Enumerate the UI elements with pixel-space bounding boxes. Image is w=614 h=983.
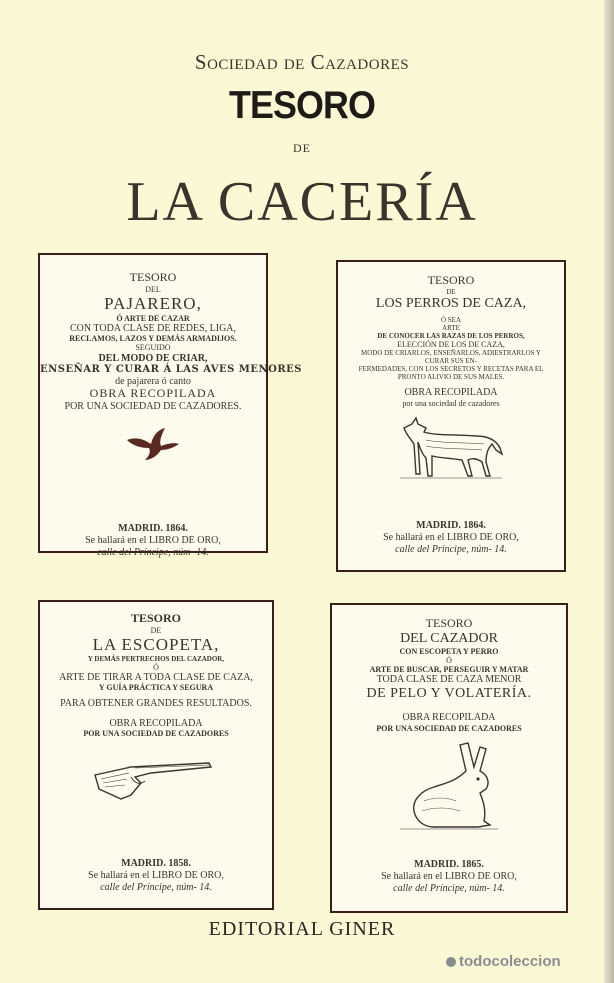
- main-title-caceria: LA CACERÍA: [126, 171, 478, 233]
- card-text-line: CON TODA CLASE DE REDES, LIGA,: [69, 322, 237, 334]
- hare-icon: [394, 741, 504, 831]
- card-cazador: [330, 603, 568, 913]
- watermark-text: todocoleccion: [459, 953, 561, 970]
- main-title-de: DE: [293, 141, 311, 155]
- publisher-name: EDITORIAL GINER: [208, 918, 396, 940]
- card-title-line: TESORO: [425, 616, 473, 630]
- card-text-line: Ó: [153, 662, 159, 672]
- watermark-icon: [446, 957, 456, 967]
- card-text-line: ENSEÑAR Y CURAR Á LAS AVES MENORES: [40, 364, 303, 376]
- card-imprint-shop: Se hallará en el LIBRO DE ORO,: [85, 535, 221, 546]
- card-subject: DEL CAZADOR: [400, 630, 498, 646]
- card-escopeta: [38, 600, 274, 910]
- card-text-line: Y DEMÁS PERTRECHOS DEL CAZADOR,: [87, 654, 225, 663]
- card-imprint-address: calle del Príncipe, núm- 14.: [97, 547, 209, 558]
- card-subject: PAJARERO,: [104, 293, 202, 313]
- card-text-line: FERMEDADES, CON LOS SECRETOS Y RECETAS PARA EL: [358, 365, 544, 374]
- card-text-line: Y GUÍA PRÁCTICA Y SEGURA: [98, 683, 214, 693]
- card-text-line: POR UNA SOCIEDAD DE CAZADORES.: [64, 400, 242, 412]
- card-text-line: TODA CLASE DE CAZA MENOR: [376, 674, 522, 686]
- card-text-line: DE CONOCER LAS RAZAS DE LOS PERROS,: [377, 332, 525, 341]
- card-text-line: ARTE DE BUSCAR, PERSEGUIR Y MATAR: [369, 665, 529, 675]
- card-title-line: TESORO: [427, 273, 475, 287]
- card-imprint-shop: Se hallará en el LIBRO DE ORO,: [88, 870, 224, 881]
- card-imprint-address: calle del Príncipe, núm- 14.: [100, 882, 212, 893]
- card-imprint-city: MADRID. 1864.: [416, 520, 486, 531]
- card-text-line: ARTE: [442, 323, 460, 332]
- card-text-line: DEL MODO DE CRIAR,: [98, 352, 208, 364]
- bird-icon: [123, 426, 183, 462]
- card-imprint-address: calle del Príncipe, núm- 14.: [393, 883, 505, 894]
- card-text-line: OBRA RECOPILADA: [404, 387, 498, 399]
- card-text-line: POR UNA SOCIEDAD DE CAZADORES: [83, 729, 229, 739]
- card-text-line: CON ESCOPETA Y PERRO: [399, 646, 499, 656]
- card-imprint-shop: Se hallará en el LIBRO DE ORO,: [381, 871, 517, 882]
- card-text-line: SEGUIDO: [135, 343, 171, 353]
- card-text-line: Ó SEA: [440, 315, 462, 324]
- card-subject: LA ESCOPETA,: [92, 634, 220, 654]
- card-text-line: PRONTO ALIVIO DE SUS MALES.: [397, 373, 505, 382]
- card-text-line: OBRA RECOPILADA: [89, 386, 217, 401]
- card-pajarero: [38, 253, 303, 558]
- card-text-line: MODO DE CRIARLOS, ENSEÑARLOS, ADIESTRARLOS Y: [360, 349, 541, 358]
- card-imprint-city: MADRID. 1865.: [414, 859, 484, 870]
- spine-edge: [604, 0, 614, 983]
- card-text-line: por una sociedad de cazadores: [402, 398, 500, 408]
- card-imprint-shop: Se hallará en el LIBRO DE ORO,: [383, 532, 519, 543]
- main-title-tesoro: TESORO: [229, 84, 375, 127]
- card-text-line: de pajarera ó canto: [115, 375, 191, 387]
- card-text-line: OBRA RECOPILADA: [109, 717, 203, 729]
- card-text-line: PARA OBTENER GRANDES RESULTADOS.: [60, 698, 252, 710]
- card-imprint-city: MADRID. 1858.: [121, 858, 191, 869]
- society-line: Sociedad de Cazadores: [194, 50, 410, 74]
- card-imprint-address: calle del Príncipe, núm- 14.: [395, 544, 507, 555]
- card-text-line: DEL: [145, 284, 161, 294]
- card-text-line: DE PELO Y VOLATERÍA.: [366, 685, 532, 701]
- card-text-line: DE: [446, 287, 456, 296]
- card-title-line: TESORO: [130, 611, 181, 625]
- card-text-line: ELECCIÓN DE LOS DE CAZA,: [397, 340, 505, 350]
- card-text-line: OBRA RECOPILADA: [402, 712, 496, 724]
- dog-icon: [396, 414, 506, 484]
- card-text-line: CURAR SUS EN-: [424, 357, 478, 366]
- card-title-line: TESORO: [129, 270, 177, 284]
- card-text-line: POR UNA SOCIEDAD DE CAZADORES: [376, 723, 522, 733]
- watermark: [446, 953, 561, 970]
- card-subject: LOS PERROS DE CAZA,: [375, 295, 527, 311]
- card-text-line: ARTE DE TIRAR A TODA CLASE DE CAZA,: [59, 671, 253, 683]
- card-text-line: DE: [150, 625, 162, 635]
- card-text-line: RECLAMOS, LAZOS Y DEMÁS ARMADIJOS.: [69, 334, 237, 344]
- card-text-line: Ó ARTE DE CAZAR: [116, 313, 190, 323]
- card-imprint-city: MADRID. 1864.: [118, 523, 188, 534]
- card-text-line: Ó: [446, 656, 452, 666]
- card-perros: [336, 260, 566, 572]
- shotgun-icon: [91, 753, 221, 803]
